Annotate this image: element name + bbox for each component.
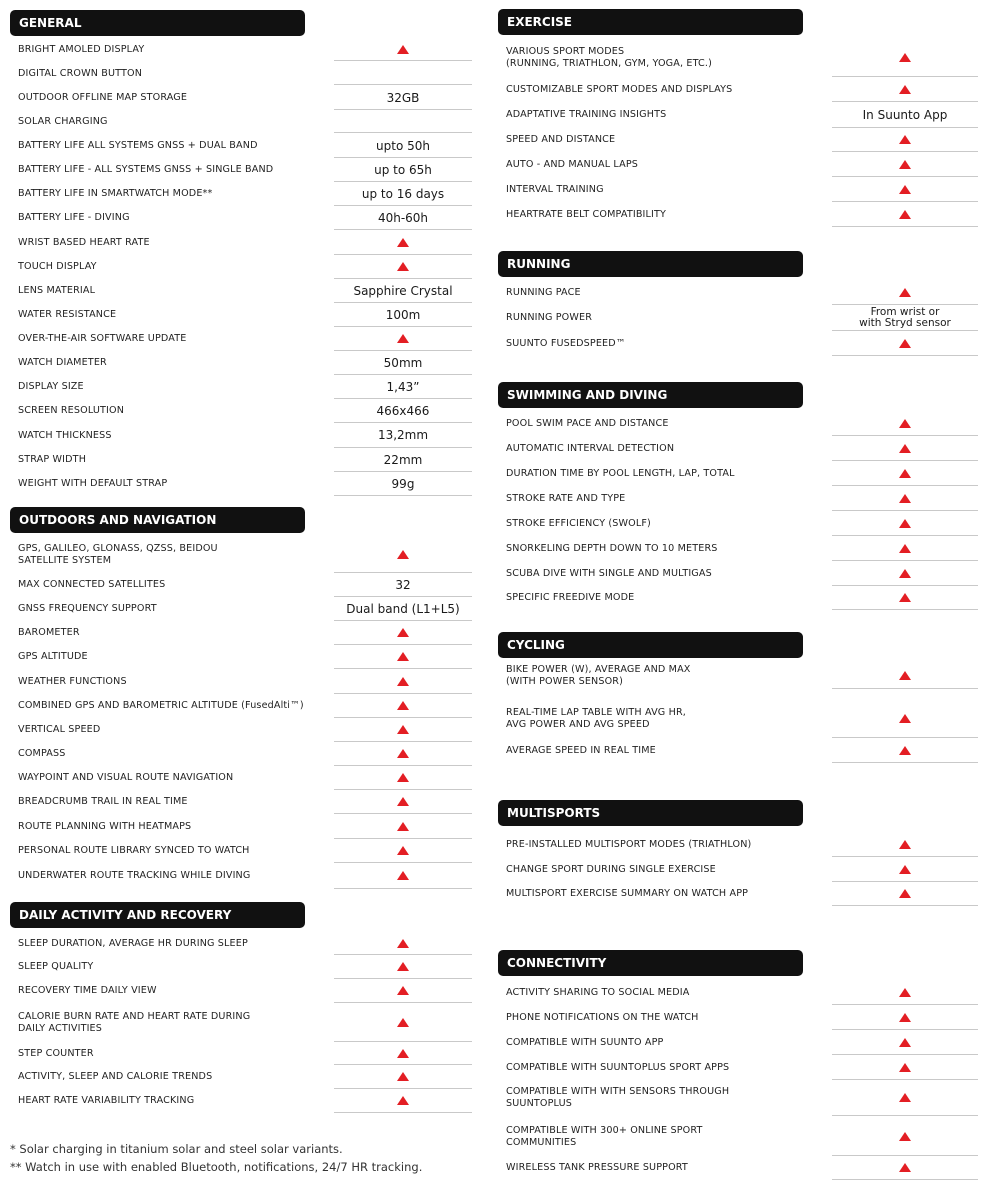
spec-row xyxy=(18,62,472,85)
feature-supported-cell xyxy=(334,766,472,790)
spec-value-text: 100m xyxy=(385,307,421,322)
spec-row xyxy=(18,472,472,496)
spec-value-text: 13,2mm xyxy=(377,428,429,442)
red-triangle-icon xyxy=(397,1018,409,1027)
spec-label: BATTERY LIFE ALL SYSTEMS GNSS + DUAL BAND xyxy=(18,140,258,151)
spec-label: DURATION TIME BY POOL LENGTH, LAP, TOTAL xyxy=(506,467,735,479)
red-triangle-icon xyxy=(899,339,911,348)
spec-label: WATCH THICKNESS xyxy=(18,429,112,441)
spec-label: SUUNTO FUSEDSPEED™ xyxy=(506,337,626,349)
spec-row xyxy=(18,670,472,694)
spec-label: DISPLAY SIZE xyxy=(18,381,84,392)
spec-label: GNSS FREQUENCY SUPPORT xyxy=(18,603,157,614)
spec-label: RECOVERY TIME DAILY VIEW xyxy=(18,985,157,996)
feature-supported-cell xyxy=(832,586,978,610)
feature-supported-cell xyxy=(832,202,978,227)
spec-row xyxy=(18,206,472,230)
section-header-connectivity: CONNECTIVITY xyxy=(498,950,803,976)
red-triangle-icon xyxy=(397,962,409,971)
spec-row xyxy=(18,327,472,351)
spec-value-text: 50mm xyxy=(383,355,423,370)
spec-label: BATTERY LIFE - ALL SYSTEMS GNSS + SINGLE BAND xyxy=(18,164,274,175)
feature-supported-cell xyxy=(832,561,978,586)
spec-value-text: From wrist or with Stryd sensor xyxy=(859,305,951,329)
section-header-outdoors: OUTDOORS AND NAVIGATION xyxy=(10,507,305,533)
spec-value xyxy=(334,182,472,206)
red-triangle-icon xyxy=(397,677,409,686)
feature-supported-cell xyxy=(334,1065,472,1089)
feature-supported-cell xyxy=(832,738,978,763)
feature-supported-cell xyxy=(334,645,472,669)
spec-value-text: Dual band (L1+L5) xyxy=(346,601,460,616)
red-triangle-icon xyxy=(397,238,409,247)
red-triangle-icon xyxy=(899,135,911,144)
spec-row xyxy=(18,932,472,955)
red-triangle-icon xyxy=(899,1013,911,1022)
spec-label: LENS MATERIAL xyxy=(18,285,96,296)
spec-row xyxy=(18,351,472,375)
feature-supported-cell xyxy=(334,327,472,351)
spec-row xyxy=(506,1080,978,1116)
spec-value xyxy=(334,303,472,327)
spec-row xyxy=(506,738,978,763)
section-header-multisports: MULTISPORTS xyxy=(498,800,803,826)
spec-row xyxy=(506,662,978,689)
feature-supported-cell xyxy=(832,1005,978,1030)
spec-row xyxy=(18,645,472,669)
red-triangle-icon xyxy=(899,85,911,94)
red-triangle-icon xyxy=(899,1093,911,1102)
spec-label: UNDERWATER ROUTE TRACKING WHILE DIVING xyxy=(18,870,251,881)
feature-supported-cell xyxy=(832,832,978,857)
feature-supported-cell xyxy=(334,1089,472,1113)
spec-row xyxy=(18,694,472,718)
spec-label: CUSTOMIZABLE SPORT MODES AND DISPLAYS xyxy=(506,83,733,95)
spec-label: BAROMETER xyxy=(18,627,80,638)
red-triangle-icon xyxy=(899,210,911,219)
spec-label: RUNNING PACE xyxy=(506,287,581,298)
spec-label: SPECIFIC FREEDIVE MODE xyxy=(506,592,635,603)
spec-row xyxy=(18,303,472,327)
red-triangle-icon xyxy=(397,1072,409,1081)
red-triangle-icon xyxy=(899,288,911,297)
spec-row xyxy=(506,411,978,436)
red-triangle-icon xyxy=(397,773,409,782)
spec-label: MULTISPORT EXERCISE SUMMARY ON WATCH APP xyxy=(506,888,749,899)
spec-label: TOUCH DISPLAY xyxy=(18,261,97,272)
spec-label: COMPATIBLE WITH 300+ ONLINE SPORT COMMUNITIES xyxy=(506,1125,703,1148)
feature-supported-cell xyxy=(832,1055,978,1080)
spec-label: BATTERY LIFE IN SMARTWATCH MODE** xyxy=(18,188,213,199)
spec-label: RUNNING POWER xyxy=(506,312,593,323)
feature-supported-cell xyxy=(832,1118,978,1156)
spec-row xyxy=(506,700,978,738)
footnote-solar: * Solar charging in titanium solar and steel solar variants. xyxy=(10,1142,343,1156)
spec-row xyxy=(18,86,472,110)
red-triangle-icon xyxy=(397,797,409,806)
spec-label: OUTDOOR OFFLINE MAP STORAGE xyxy=(18,92,188,103)
feature-supported-cell xyxy=(832,857,978,882)
spec-row xyxy=(506,882,978,906)
feature-supported-cell xyxy=(334,537,472,573)
spec-row xyxy=(506,536,978,561)
spec-row xyxy=(18,399,472,423)
feature-supported-cell xyxy=(832,39,978,77)
red-triangle-icon xyxy=(397,1049,409,1058)
spec-row xyxy=(18,279,472,303)
spec-row xyxy=(18,742,472,766)
red-triangle-icon xyxy=(397,628,409,637)
spec-row xyxy=(18,537,472,573)
spec-row xyxy=(18,231,472,255)
spec-row xyxy=(18,1089,472,1113)
red-triangle-icon xyxy=(397,725,409,734)
red-triangle-icon xyxy=(899,53,911,62)
spec-row xyxy=(506,39,978,77)
feature-supported-cell xyxy=(832,128,978,152)
footnote-smartwatch: ** Watch in use with enabled Bluetooth, notifications, 24/7 HR tracking. xyxy=(10,1160,423,1174)
spec-label: ADAPTATIVE TRAINING INSIGHTS xyxy=(506,109,667,120)
red-triangle-icon xyxy=(899,469,911,478)
spec-row xyxy=(506,561,978,586)
spec-value-text: 1,43” xyxy=(386,379,420,394)
feature-supported-cell xyxy=(832,436,978,461)
spec-label: SOLAR CHARGING xyxy=(18,115,108,127)
section-header-running: RUNNING xyxy=(498,251,803,277)
spec-value-text: upto 50h xyxy=(376,138,430,153)
spec-label: STROKE EFFICIENCY (SWOLF) xyxy=(506,517,651,529)
spec-value xyxy=(334,573,472,597)
spec-value xyxy=(832,102,978,128)
spec-label: COMPATIBLE WITH SUUNTOPLUS SPORT APPS xyxy=(506,1061,730,1073)
spec-row xyxy=(506,102,978,128)
spec-value-text: 22mm xyxy=(383,452,423,467)
feature-supported-cell xyxy=(334,621,472,645)
spec-label: SLEEP DURATION, AVERAGE HR DURING SLEEP xyxy=(18,937,248,949)
spec-row xyxy=(18,158,472,182)
feature-supported-cell xyxy=(832,77,978,102)
spec-row xyxy=(506,586,978,610)
feature-supported-cell xyxy=(832,411,978,436)
feature-supported-cell xyxy=(334,955,472,979)
feature-supported-cell xyxy=(334,815,472,839)
spec-row xyxy=(506,281,978,305)
spec-label: AUTOMATIC INTERVAL DETECTION xyxy=(506,442,675,454)
spec-row xyxy=(18,375,472,399)
red-triangle-icon xyxy=(899,1132,911,1141)
spec-value-text: 466x466 xyxy=(376,403,430,418)
feature-supported-cell xyxy=(832,1030,978,1055)
spec-label: AUTO - AND MANUAL LAPS xyxy=(506,158,639,170)
spec-row xyxy=(506,832,978,857)
feature-supported-cell xyxy=(334,932,472,955)
spec-row xyxy=(18,38,472,61)
spec-label: PRE-INSTALLED MULTISPORT MODES (TRIATHLON) xyxy=(506,838,752,850)
spec-value-text: up to 16 days xyxy=(361,186,445,201)
spec-row xyxy=(18,597,472,621)
spec-row xyxy=(506,1156,978,1180)
spec-label: BATTERY LIFE - DIVING xyxy=(18,212,130,223)
spec-label: REAL-TIME LAP TABLE WITH AVG HR, AVG POWER AND AVG SPEED xyxy=(506,707,686,730)
red-triangle-icon xyxy=(899,593,911,602)
red-triangle-icon xyxy=(899,714,911,723)
spec-row xyxy=(506,305,978,331)
red-triangle-icon xyxy=(397,45,409,54)
section-header-cycling: CYCLING xyxy=(498,632,803,658)
spec-value-text: up to 65h xyxy=(374,162,432,177)
spec-label: VARIOUS SPORT MODES (RUNNING, TRIATHLON, GYM, YOGA, ETC.) xyxy=(506,46,712,69)
spec-label: SLEEP QUALITY xyxy=(18,961,94,972)
spec-row xyxy=(18,448,472,472)
spec-label: BREADCRUMB TRAIL IN REAL TIME xyxy=(18,796,188,807)
spec-row xyxy=(506,331,978,356)
feature-supported-cell xyxy=(334,694,472,718)
spec-label: STROKE RATE AND TYPE xyxy=(506,492,626,504)
feature-supported-cell xyxy=(334,255,472,279)
spec-row xyxy=(506,857,978,882)
spec-row xyxy=(506,1030,978,1055)
spec-value xyxy=(334,158,472,182)
feature-supported-cell xyxy=(334,979,472,1003)
spec-value-text: In Suunto App xyxy=(862,107,948,122)
spec-label: AVERAGE SPEED IN REAL TIME xyxy=(506,744,656,756)
feature-supported-cell xyxy=(832,177,978,202)
spec-row xyxy=(18,863,472,889)
red-triangle-icon xyxy=(899,1038,911,1047)
spec-label: PERSONAL ROUTE LIBRARY SYNCED TO WATCH xyxy=(18,845,250,856)
red-triangle-icon xyxy=(397,822,409,831)
feature-supported-cell xyxy=(334,718,472,742)
spec-value xyxy=(334,597,472,621)
feature-supported-cell xyxy=(832,662,978,689)
feature-supported-cell xyxy=(334,742,472,766)
spec-row xyxy=(506,128,978,152)
spec-label: SCREEN RESOLUTION xyxy=(18,405,125,416)
red-triangle-icon xyxy=(899,544,911,553)
spec-label: HEARTRATE BELT COMPATIBILITY xyxy=(506,208,667,220)
spec-label: BRIGHT AMOLED DISPLAY xyxy=(18,43,145,55)
red-triangle-icon xyxy=(397,986,409,995)
spec-row xyxy=(18,979,472,1003)
red-triangle-icon xyxy=(397,939,409,948)
feature-supported-cell xyxy=(334,839,472,863)
spec-value-text: 32GB xyxy=(386,90,420,105)
spec-label: HEART RATE VARIABILITY TRACKING xyxy=(18,1095,195,1106)
spec-value-text: 99g xyxy=(391,476,415,491)
spec-label: STRAP WIDTH xyxy=(18,454,87,465)
spec-value xyxy=(334,206,472,230)
spec-label: CALORIE BURN RATE AND HEART RATE DURING DAILY ACTIVITIES xyxy=(18,1010,251,1034)
spec-label: VERTICAL SPEED xyxy=(18,724,101,735)
feature-supported-cell xyxy=(832,331,978,356)
feature-supported-cell xyxy=(334,1003,472,1042)
spec-row xyxy=(18,423,472,448)
red-triangle-icon xyxy=(397,871,409,880)
spec-label: MAX CONNECTED SATELLITES xyxy=(18,579,166,590)
red-triangle-icon xyxy=(899,865,911,874)
red-triangle-icon xyxy=(397,846,409,855)
spec-label: WAYPOINT AND VISUAL ROUTE NAVIGATION xyxy=(18,772,234,783)
spec-row xyxy=(506,77,978,102)
spec-row xyxy=(506,461,978,486)
feature-supported-cell xyxy=(832,486,978,511)
spec-label: SPEED AND DISTANCE xyxy=(506,134,616,145)
spec-row xyxy=(18,839,472,863)
spec-value xyxy=(832,305,978,331)
spec-label: ACTIVITY SHARING TO SOCIAL MEDIA xyxy=(506,986,690,998)
spec-label: SNORKELING DEPTH DOWN TO 10 METERS xyxy=(506,542,718,554)
spec-row xyxy=(18,955,472,979)
spec-label: STEP COUNTER xyxy=(18,1047,94,1059)
spec-row xyxy=(18,766,472,790)
section-header-daily: DAILY ACTIVITY AND RECOVERY xyxy=(10,902,305,928)
spec-value xyxy=(334,279,472,303)
spec-row xyxy=(18,1042,472,1065)
spec-row xyxy=(18,134,472,158)
spec-row xyxy=(506,152,978,177)
section-header-exercise: EXERCISE xyxy=(498,9,803,35)
spec-row xyxy=(18,621,472,645)
spec-label: CHANGE SPORT DURING SINGLE EXERCISE xyxy=(506,863,716,875)
spec-label: COMPATIBLE WITH WITH SENSORS THROUGH SUUNTOPLUS xyxy=(506,1086,730,1109)
spec-value xyxy=(334,134,472,158)
section-header-general: GENERAL xyxy=(10,10,305,36)
spec-value xyxy=(334,423,472,448)
spec-row xyxy=(506,202,978,227)
spec-label: WATER RESISTANCE xyxy=(18,309,117,320)
spec-value-text: 32 xyxy=(395,577,411,592)
spec-label: COMBINED GPS AND BAROMETRIC ALTITUDE (FusedAlti™) xyxy=(18,700,304,711)
spec-value-text: Sapphire Crystal xyxy=(353,283,453,298)
section-header-swimming: SWIMMING AND DIVING xyxy=(498,382,803,408)
spec-label: WRIST BASED HEART RATE xyxy=(18,237,150,248)
red-triangle-icon xyxy=(899,746,911,755)
spec-row xyxy=(18,815,472,839)
spec-row xyxy=(18,573,472,597)
feature-supported-cell xyxy=(334,231,472,255)
spec-label: OVER-THE-AIR SOFTWARE UPDATE xyxy=(18,333,187,344)
spec-row xyxy=(18,110,472,133)
spec-row xyxy=(18,1003,472,1042)
feature-supported-cell xyxy=(832,1080,978,1116)
red-triangle-icon xyxy=(899,419,911,428)
spec-label: POOL SWIM PACE AND DISTANCE xyxy=(506,417,669,429)
feature-supported-cell xyxy=(832,882,978,906)
feature-supported-cell xyxy=(832,152,978,177)
feature-supported-cell xyxy=(334,790,472,814)
red-triangle-icon xyxy=(397,334,409,343)
red-triangle-icon xyxy=(899,444,911,453)
spec-value xyxy=(334,472,472,496)
feature-supported-cell xyxy=(832,281,978,305)
spec-row xyxy=(506,1055,978,1080)
spec-row xyxy=(506,1118,978,1156)
spec-label: ROUTE PLANNING WITH HEATMAPS xyxy=(18,821,192,832)
spec-row xyxy=(506,436,978,461)
red-triangle-icon xyxy=(899,185,911,194)
spec-label: INTERVAL TRAINING xyxy=(506,183,604,195)
spec-row xyxy=(18,182,472,206)
spec-value xyxy=(334,86,472,110)
red-triangle-icon xyxy=(397,652,409,661)
red-triangle-icon xyxy=(397,749,409,758)
red-triangle-icon xyxy=(899,519,911,528)
feature-supported-cell xyxy=(832,461,978,486)
spec-value xyxy=(334,399,472,423)
spec-label: ACTIVITY, SLEEP AND CALORIE TRENDS xyxy=(18,1071,213,1082)
red-triangle-icon xyxy=(899,160,911,169)
spec-row xyxy=(506,486,978,511)
spec-value xyxy=(334,351,472,375)
spec-row xyxy=(18,1065,472,1089)
red-triangle-icon xyxy=(397,550,409,559)
red-triangle-icon xyxy=(899,494,911,503)
spec-row xyxy=(18,718,472,742)
feature-supported-cell xyxy=(334,1042,472,1065)
feature-supported-cell xyxy=(832,511,978,536)
spec-row xyxy=(506,1005,978,1030)
red-triangle-icon xyxy=(899,988,911,997)
feature-supported-cell xyxy=(832,700,978,738)
red-triangle-icon xyxy=(899,840,911,849)
spec-label: COMPASS xyxy=(18,748,66,759)
spec-row xyxy=(506,177,978,202)
spec-row xyxy=(18,790,472,814)
spec-row xyxy=(18,255,472,279)
spec-label: COMPATIBLE WITH SUUNTO APP xyxy=(506,1036,664,1048)
spec-value xyxy=(334,375,472,399)
feature-supported-cell xyxy=(832,980,978,1005)
red-triangle-icon xyxy=(899,671,911,680)
spec-label: PHONE NOTIFICATIONS ON THE WATCH xyxy=(506,1011,699,1023)
red-triangle-icon xyxy=(397,1096,409,1105)
red-triangle-icon xyxy=(397,262,409,271)
spec-label: WATCH DIAMETER xyxy=(18,357,107,368)
feature-supported-cell xyxy=(334,670,472,694)
spec-label: GPS, GALILEO, GLONASS, QZSS, BEIDOU SATELLITE SYSTEM xyxy=(18,543,218,566)
spec-value xyxy=(334,448,472,472)
red-triangle-icon xyxy=(899,569,911,578)
red-triangle-icon xyxy=(899,889,911,898)
red-triangle-icon xyxy=(899,1163,911,1172)
spec-row xyxy=(506,980,978,1005)
spec-label: WEIGHT WITH DEFAULT STRAP xyxy=(18,478,168,489)
spec-row xyxy=(506,511,978,536)
spec-label: BIKE POWER (W), AVERAGE AND MAX (WITH POWER SENSOR) xyxy=(506,663,691,687)
feature-supported-cell xyxy=(334,863,472,889)
spec-label: WEATHER FUNCTIONS xyxy=(18,676,127,687)
feature-supported-cell xyxy=(832,536,978,561)
spec-label: GPS ALTITUDE xyxy=(18,651,88,662)
red-triangle-icon xyxy=(899,1063,911,1072)
feature-supported-cell xyxy=(334,38,472,61)
spec-value xyxy=(334,110,472,133)
spec-value-text: 40h-60h xyxy=(377,210,429,225)
feature-supported-cell xyxy=(832,1156,978,1180)
spec-label: DIGITAL CROWN BUTTON xyxy=(18,67,143,79)
spec-label: WIRELESS TANK PRESSURE SUPPORT xyxy=(506,1162,688,1173)
spec-label: SCUBA DIVE WITH SINGLE AND MULTIGAS xyxy=(506,567,712,579)
red-triangle-icon xyxy=(397,701,409,710)
spec-value xyxy=(334,62,472,85)
